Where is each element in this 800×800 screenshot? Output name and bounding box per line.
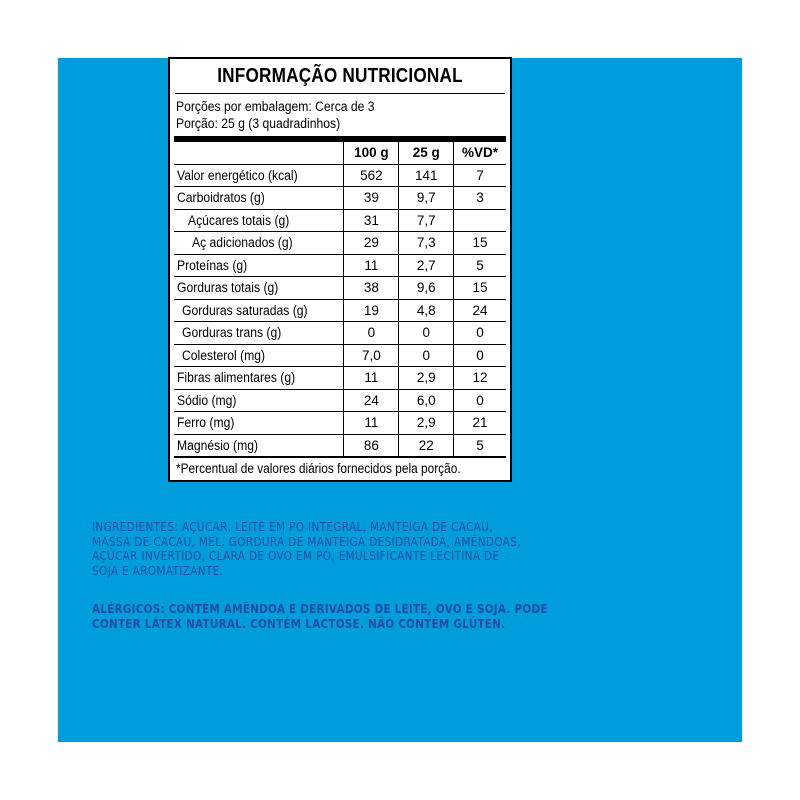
value-100g: 11: [344, 412, 399, 435]
allergens-block: [92, 601, 702, 631]
table-header-row: [174, 142, 506, 164]
value-100g: 11: [344, 367, 399, 390]
nutrient-name: Gorduras saturadas (g): [182, 302, 308, 318]
value-25g: 7,3: [399, 232, 454, 255]
value-25g: 9,7: [399, 187, 454, 210]
table-row: [174, 254, 506, 277]
allergens-line: ALÉRGICOS: CONTÉM AMÊNDOA E DERIVADOS DE LEITE, OVO E SOJA. PODE: [92, 601, 548, 616]
table-row: [174, 389, 506, 412]
allergens-line: CONTER LÁTEX NATURAL. CONTÉM LACTOSE. NÃO CONTÉM GLÚTEN.: [92, 616, 506, 631]
portion-info: [170, 94, 510, 136]
value-100g: 11: [344, 254, 399, 277]
value-100g: 19: [344, 299, 399, 322]
value-100g: 0: [344, 322, 399, 345]
footnote-text: *Percentual de valores diários fornecidos pela porção.: [176, 461, 461, 476]
value-vd: 5: [454, 434, 506, 457]
value-100g: 86: [344, 434, 399, 457]
nutrient-name: Açúcares totais (g): [188, 212, 290, 228]
value-vd: 12: [454, 367, 506, 390]
ingredients-line: MASSA DE CACAU, MEL, GORDURA DE MANTEIGA DESIDRATADA, AMÊNDOAS,: [92, 534, 521, 549]
value-25g: 2,9: [399, 412, 454, 435]
value-100g: 38: [344, 277, 399, 300]
header-100g: 100 g: [344, 142, 399, 164]
nutrient-name: Fibras alimentares (g): [177, 370, 296, 386]
portion-size: Porção: 25 g (3 quadradinhos): [176, 116, 341, 131]
table-row: [174, 412, 506, 435]
table-row: [174, 164, 506, 187]
table-row: [174, 232, 506, 255]
value-25g: 2,7: [399, 254, 454, 277]
value-vd: 0: [454, 344, 506, 367]
nutrient-name: Ferro (mg): [177, 415, 235, 431]
value-25g: 0: [399, 322, 454, 345]
value-25g: 6,0: [399, 389, 454, 412]
ingredients-line: SOJA E AROMATIZANTE.: [92, 563, 224, 578]
header-nutrient: [174, 142, 344, 164]
table-row: [174, 322, 506, 345]
value-25g: 7,7: [399, 209, 454, 232]
value-vd: [454, 209, 506, 232]
nutrient-name: Sódio (mg): [177, 392, 237, 408]
value-vd: 5: [454, 254, 506, 277]
value-100g: 24: [344, 389, 399, 412]
nutrition-facts-label: [168, 57, 512, 482]
table-row: [174, 299, 506, 322]
value-100g: 562: [344, 164, 399, 187]
header-vd: %VD*: [454, 142, 506, 164]
value-vd: 0: [454, 389, 506, 412]
nutrient-name: Carboidratos (g): [177, 190, 265, 206]
table-row: [174, 367, 506, 390]
value-25g: 0: [399, 344, 454, 367]
table-row: [174, 209, 506, 232]
nutrient-name: Aç adicionados (g): [192, 235, 293, 251]
nutrient-name: Colesterol (mg): [182, 347, 266, 363]
value-25g: 4,8: [399, 299, 454, 322]
value-25g: 22: [399, 434, 454, 457]
value-25g: 141: [399, 164, 454, 187]
table-row: [174, 277, 506, 300]
value-vd: 15: [454, 232, 506, 255]
table-row: [174, 434, 506, 457]
label-title: INFORMAÇÃO NUTRICIONAL: [217, 65, 463, 87]
value-vd: 24: [454, 299, 506, 322]
nutrient-name: Valor energético (kcal): [177, 167, 298, 183]
value-100g: 29: [344, 232, 399, 255]
ingredients-block: [92, 520, 702, 578]
value-100g: 31: [344, 209, 399, 232]
table-row: [174, 344, 506, 367]
nutrient-name: Gorduras trans (g): [182, 325, 282, 341]
value-25g: 9,6: [399, 277, 454, 300]
footnote: [174, 457, 506, 480]
value-25g: 2,9: [399, 367, 454, 390]
value-100g: 39: [344, 187, 399, 210]
portions-per-package: Porções por embalagem: Cerca de 3: [176, 99, 375, 114]
value-vd: 7: [454, 164, 506, 187]
header-25g: 25 g: [399, 142, 454, 164]
value-vd: 15: [454, 277, 506, 300]
ingredients-line: AÇÚCAR INVERTIDO, CLARA DE OVO EM PÓ, EMULSIFICANTE LECITINA DE: [92, 549, 500, 563]
value-vd: 3: [454, 187, 506, 210]
value-100g: 7,0: [344, 344, 399, 367]
value-vd: 0: [454, 322, 506, 345]
nutrient-name: Gorduras totais (g): [177, 280, 279, 296]
ingredients-line: INGREDIENTES: AÇÚCAR, LEITE EM PÓ INTEGRAL, MANTEIGA DE CACAU,: [92, 520, 493, 534]
nutrient-name: Proteínas (g): [177, 257, 248, 273]
value-vd: 21: [454, 412, 506, 435]
table-row: [174, 187, 506, 210]
nutrient-name: Magnésio (mg): [177, 437, 259, 453]
nutrition-table: [174, 142, 506, 457]
